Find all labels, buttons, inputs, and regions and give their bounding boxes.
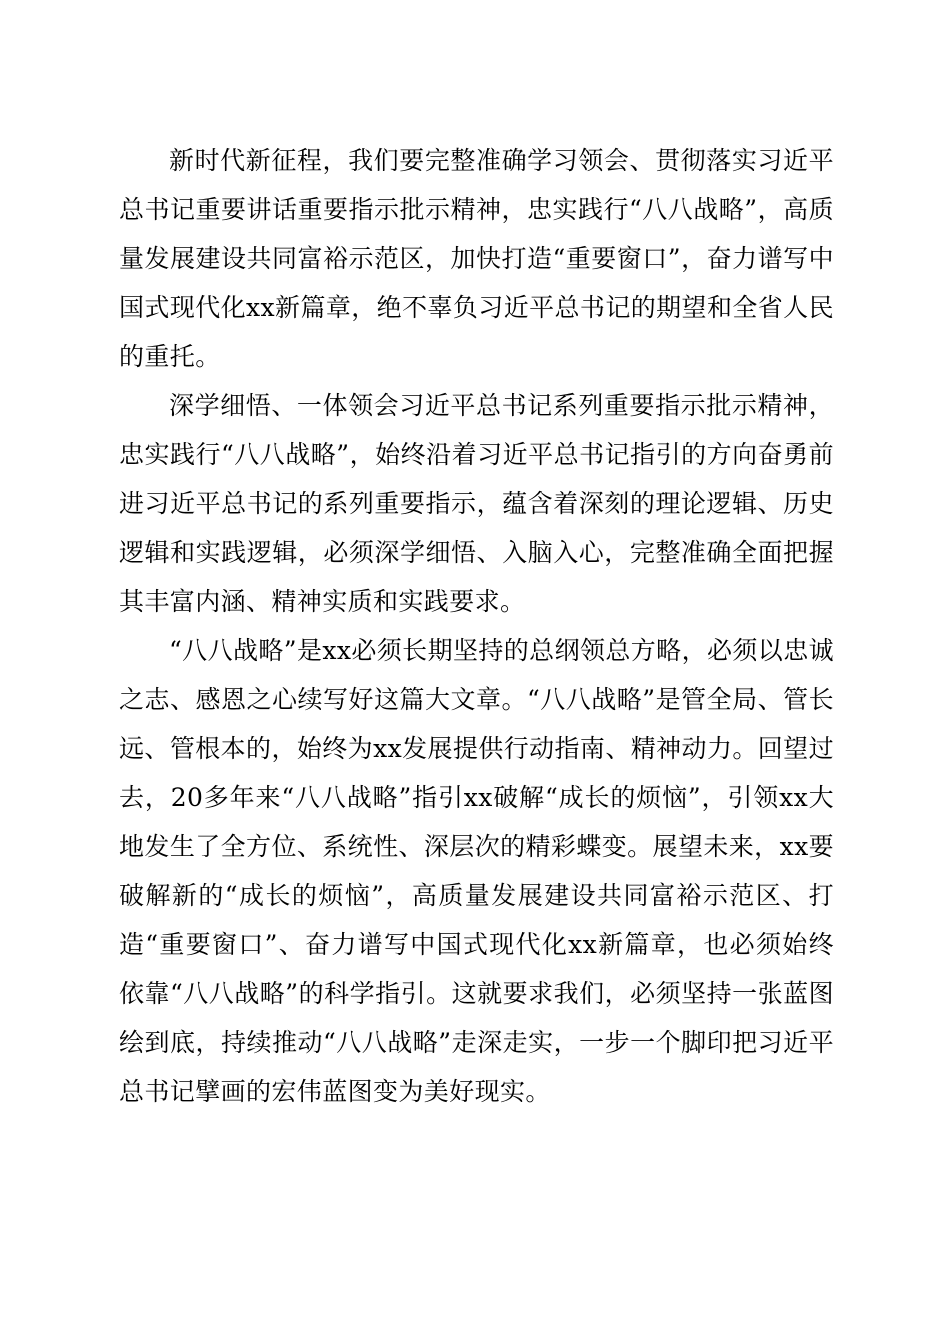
paragraph-2: 深学细悟、一体领会习近平总书记系列重要指示批示精神，忠实践行“八八战略”，始终沿着习近平总书记指引的方向奋勇前进习近平总书记的系列重要指示，蕴含着深刻的理论逻辑、历史逻辑和实践逻辑，必须深学细悟、入脑入心，完整准确全面把握其丰富内涵、精神实质和实践要求。: [119, 391, 834, 616]
paragraph-1: 新时代新征程，我们要完整准确学习领会、贯彻落实习近平总书记重要讲话重要指示批示精神，忠实践行“八八战略”，高质量发展建设共同富裕示范区，加快打造“重要窗口”，奋力谱写中国式现代化xx新篇章，绝不辜负习近平总书记的期望和全省人民的重托。: [119, 146, 834, 371]
document-body: [119, 136, 834, 1116]
paragraph-3: “八八战略”是xx必须长期坚持的总纲领总方略，必须以忠诚之志、感恩之心续写好这篇大文章。“八八战略”是管全局、管长远、管根本的，始终为xx发展提供行动指南、精神动力。回望过去，20多年来“八八战略”指引xx破解“成长的烦恼”，引领xx大地发生了全方位、系统性、深层次的精彩蝶变。展望未来，xx要破解新的“成长的烦恼”，高质量发展建设共同富裕示范区、打造“重要窗口”、奋力谱写中国式现代化xx新篇章，也必须始终依靠“八八战略”的科学指引。这就要求我们，必须坚持一张蓝图绘到底，持续推动“八八战略”走深走实，一步一个脚印把习近平总书记擘画的宏伟蓝图变为美好现实。: [119, 636, 834, 1106]
